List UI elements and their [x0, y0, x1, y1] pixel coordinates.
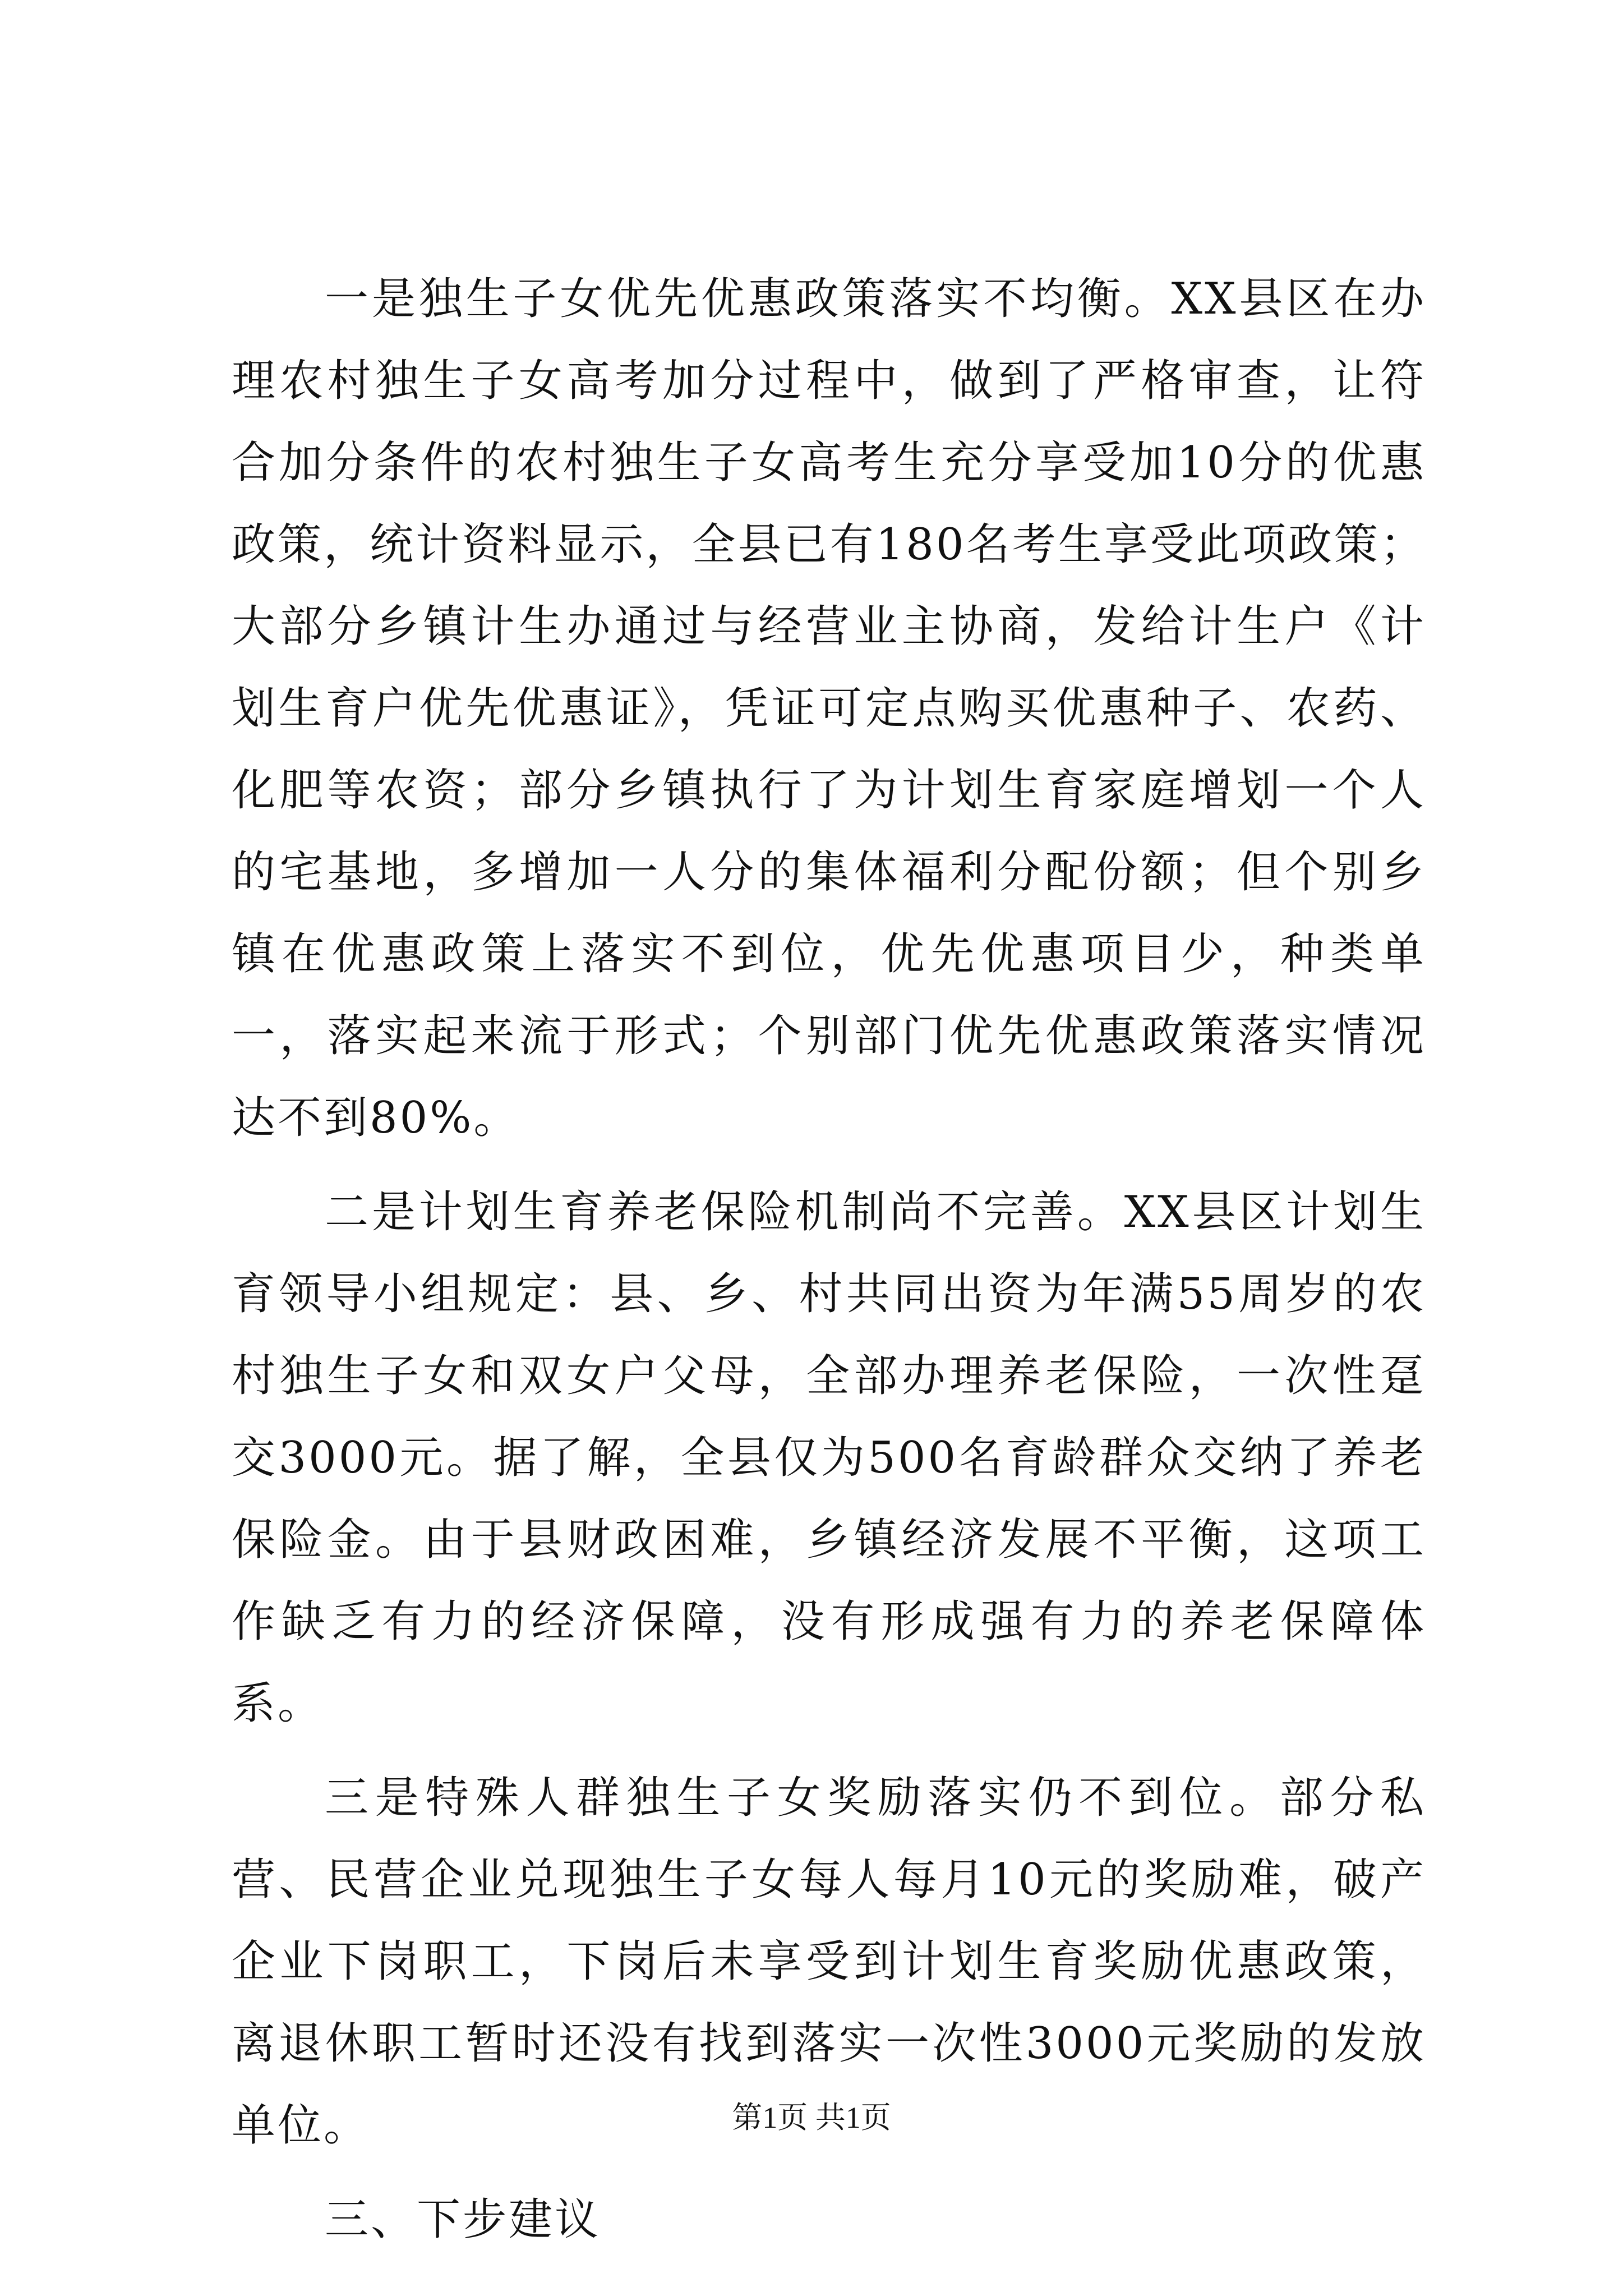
paragraph-2: 二是计划生育养老保险机制尚不完善。XX县区计划生育领导小组规定：县、乡、村共同出资为年满55周岁的农村独生子女和双女户父母，全部办理养老保险，一次性趸交3000元。据了解，全县仅为500名育龄群众交纳了养老保险金。由于县财政困难，乡镇经济发展不平衡，这项工作缺乏有力的经济保障，没有形成强有力的养老保障体系。 [232, 1187, 1426, 1729]
paragraph-1: 一是独生子女优先优惠政策落实不均衡。XX县区在办理农村独生子女高考加分过程中，做到了严格审查，让符合加分条件的农村独生子女高考生充分享受加10分的优惠政策，统计资料显示，全县已有180名考生享受此项政策；大部分乡镇计生办通过与经营业主协商，发给计生户《计划生育户优先优惠证》，凭证可定点购买优惠种子、农药、化肥等农资；部分乡镇执行了为计划生育家庭增划一个人的宅基地，多增加一人分的集体福利分配份额；但个别乡镇在优惠政策上落实不到位，优先优惠项目少，种类单一，落实起来流于形式；个别部门优先优惠政策落实情况达不到80%。 [232, 274, 1426, 1143]
section-heading: 三、下步建议 [325, 2194, 601, 2245]
paragraph-3: 三是特殊人群独生子女奖励落实仍不到位。部分私营、民营企业兑现独生子女每人每月10元的奖励难，破产企业下岗职工，下岗后未享受到计划生育奖励优惠政策，离退休职工暂时还没有找到落实一次性3000元奖励的发放单位。 [232, 1773, 1426, 2151]
page-footer: 第1页 共1页 [732, 2101, 891, 2134]
document-body [232, 258, 1426, 2261]
